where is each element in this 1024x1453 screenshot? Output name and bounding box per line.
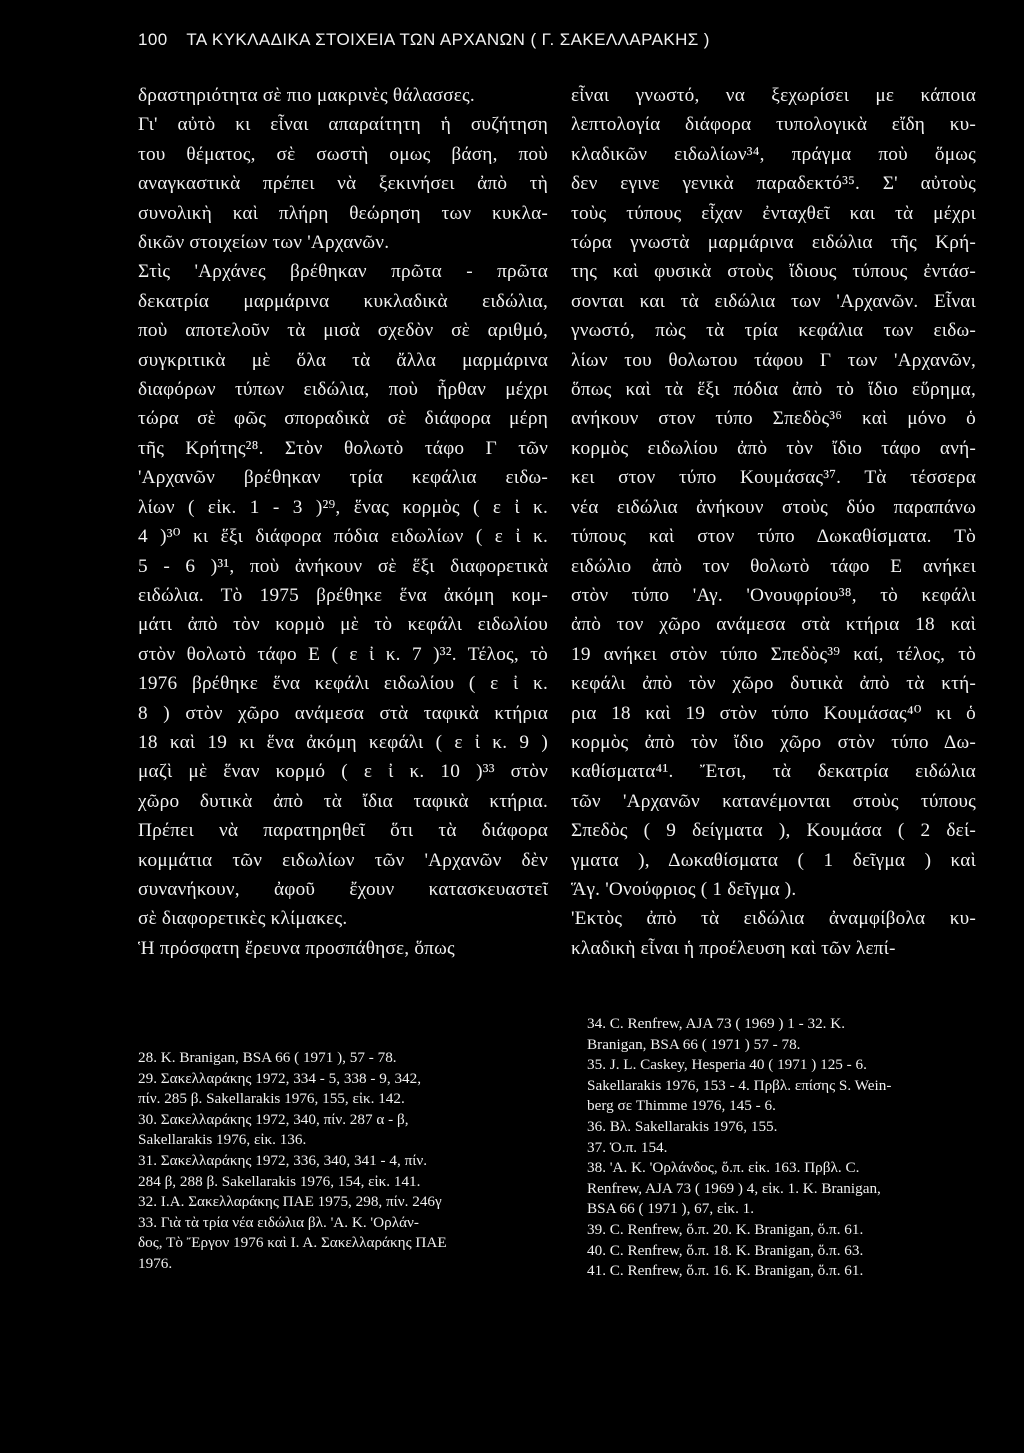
footnote-line: berg σε Thimme 1976, 145 - 6. — [587, 1097, 776, 1115]
footnote-line: 38. 'Α. Κ. 'Ορλάνδος, ὅ.π. εἰκ. 163. Πρβλ. C. — [587, 1159, 860, 1177]
footnote-line: Renfrew, AJA 73 ( 1969 ) 4, εἰκ. 1. K. Branigan, — [587, 1179, 881, 1197]
text-line: 'Εκτὸς ἀπὸ τὰ ειδώλια ἀναμφίβολα κυ- — [571, 908, 976, 930]
text-line: 19 ανήκει στὸν τύπο Σπεδὸς³⁹ καί, τέλος, τὸ — [571, 643, 976, 665]
text-line: εἶναι γνωστό, να ξεχωρίσει με κάποια — [571, 85, 976, 106]
text-line: κλαδικῶν ειδωλίων³⁴, πράγμα ποὺ ὅμως — [571, 143, 976, 165]
text-line: 4 )³⁰ κι ἕξι διάφορα πόδια ειδωλίων ( ε ἰ κ. — [138, 526, 548, 548]
text-line: 18 καὶ 19 κι ἕνα ἀκόμη κεφάλι ( ε ἰ κ. 9 ) — [138, 731, 548, 753]
footnote-line: 29. Σακελλαράκης 1972, 334 - 5, 338 - 9, 342, — [138, 1069, 422, 1087]
text-line: τοὺς τύπους εἶχαν ἐνταχθεῖ και τὰ μέχρι — [571, 202, 976, 224]
text-line: λίων του θολωτου τάφου Γ των 'Αρχανῶν, — [571, 349, 976, 371]
text-line: Γι' αὐτὸ κι εἶναι απαραίτητη ἡ συζήτηση — [138, 114, 548, 136]
text-line: χῶρο δυτικὰ ἀπὸ τὰ ἴδια ταφικὰ κτήρια. — [138, 790, 548, 812]
footnote-line: 37. Ὁ.π. 154. — [587, 1138, 668, 1156]
text-line: δεν εγινε γενικὰ παραδεκτό³⁵. Σ' αὐτοὺς — [571, 173, 976, 195]
text-line: κομμάτια τῶν ειδωλίων τῶν 'Αρχανῶν δὲν — [138, 849, 548, 871]
text-line: ἀπὸ τον χῶρο ανάμεσα στὰ κτήρια 18 καὶ — [571, 614, 976, 636]
footnote-line: 28. K. Branigan, BSA 66 ( 1971 ), 57 - 78. — [138, 1049, 397, 1066]
text-line: τῶν 'Αρχανῶν κατανέμονται στοὺς τύπους — [571, 790, 976, 812]
footnotes-left — [138, 1048, 558, 1275]
footnote-line: 39. C. Renfrew, ὅ.π. 20. K. Branigan, ὅ.π. 61. — [587, 1220, 864, 1238]
text-line: γματα ), Δωκαθίσματα ( 1 δεῖγμα ) καὶ — [571, 849, 976, 871]
text-line: σὲ διαφορετικὲς κλίμακες. — [138, 908, 348, 930]
text-line: αναγκαστικὰ πρέπει νὰ ξεκινήσει ἀπὸ τὴ — [138, 173, 548, 195]
text-line: του θέματος, σὲ σωστὴ ομως βάση, ποὺ — [138, 143, 548, 165]
footnote-line: πίν. 285 β. Sakellarakis 1976, 155, εἰκ. 142. — [138, 1090, 405, 1108]
text-line: 8 ) στὸν χῶρο ανάμεσα στὰ ταφικὰ κτήρια — [138, 702, 548, 724]
text-line: κορμὸς ειδωλίου ἀπὸ τὸν ἴδιο τάφο ανή- — [571, 437, 976, 459]
text-line: κει στον τύπο Κουμάσας³⁷. Τὰ τέσσερα — [571, 467, 976, 489]
text-line: 5 - 6 )³¹, ποὺ ἀνήκουν σὲ ἕξι διαφορετικὰ — [138, 555, 548, 577]
text-line: της καὶ φυσικὰ στοὺς ἴδιους τύπους ἐντάσ- — [571, 261, 976, 283]
running-title: ΤΑ ΚΥΚΛΑΔΙΚΑ ΣΤΟΙΧΕΙΑ ΤΩΝ ΑΡΧΑΝΩΝ ( Γ. ΣΑΚΕΛΛΑΡΑΚΗΣ ) — [186, 30, 710, 49]
left-text-column — [138, 81, 548, 963]
text-line: κορμὸς ἀπὸ τὸν ἴδιο χῶρο στὸν τύπο Δω- — [571, 731, 976, 753]
footnote-line: 41. C. Renfrew, ὅ.π. 16. K. Branigan, ὅ.π. 61. — [587, 1262, 864, 1280]
footnote-line: δος, Τὸ Ἔργον 1976 καὶ I. A. Σακελλαράκης ΠΑΕ — [138, 1234, 447, 1252]
text-line: ειδώλια. Τὸ 1975 βρέθηκε ἕνα ἀκόμη κομ- — [138, 584, 548, 606]
page-number: 100 — [138, 30, 168, 49]
text-line: λεπτολογία διάφορα τυπολογικὰ εἴδη κυ- — [571, 114, 976, 136]
text-line: Πρέπει νὰ παρατηρηθεῖ ὅτι τὰ διάφορα — [138, 820, 548, 842]
text-line: καθίσματα⁴¹. Ἔτσι, τὰ δεκατρία ειδώλια — [571, 761, 976, 783]
text-line: στὸν θολωτὸ τάφο Ε ( ε ἰ κ. 7 )³². Τέλος, τὸ — [138, 643, 548, 665]
footnote-line: Sakellarakis 1976, εἰκ. 136. — [138, 1131, 307, 1149]
text-line: γνωστό, πὼς τὰ τρία κεφάλια των ειδω- — [571, 320, 976, 342]
text-line: κεφάλι ἀπὸ τὸν χῶρο δυτικὰ ἀπὸ τὰ κτή- — [571, 673, 976, 695]
right-text-column — [571, 81, 976, 963]
text-line: συνολικὴ καὶ πλήρη θεώρηση των κυκλα- — [138, 202, 548, 224]
text-line: τώρα σὲ φῶς σποραδικὰ σὲ διάφορα μέρη — [138, 408, 548, 430]
text-line: Σπεδὸς ( 9 δείγματα ), Κουμάσα ( 2 δεί- — [571, 820, 976, 842]
text-line: ὅπως καὶ τὰ ἕξι πόδια ἀπὸ τὸ ἴδιο εὕρημα, — [571, 379, 976, 401]
text-line: συνανήκουν, ἀφοῦ ἔχουν κατασκευαστεῖ — [138, 878, 548, 900]
text-line: Ἅγ. 'Ονούφριος ( 1 δεῖγμα ). — [571, 878, 797, 900]
text-line: τύπους καὶ στον τύπο Δωκαθίσματα. Τὸ — [571, 526, 976, 548]
footnote-line: BSA 66 ( 1971 ), 67, εἰκ. 1. — [587, 1200, 755, 1218]
text-line: διαφόρων τύπων ειδώλια, ποὺ ἦρθαν μέχρι — [138, 379, 548, 401]
text-line: δραστηριότητα σὲ πιο μακρινὲς θάλασσες. — [138, 85, 475, 106]
text-line: συγκριτικὰ μὲ ὅλα τὰ ἄλλα μαρμάρινα — [138, 349, 548, 371]
footnote-line: 40. C. Renfrew, ὅ.π. 18. K. Branigan, ὅ.π. 63. — [587, 1241, 864, 1259]
text-line: κλαδικὴ εἶναι ἡ προέλευση καὶ τῶν λεπί- — [571, 937, 896, 959]
text-line: τῆς Κρήτης²⁸. Στὸν θολωτὸ τάφο Γ τῶν — [138, 437, 548, 459]
footnote-line: Sakellarakis 1976, 153 - 4. Πρβλ. επίσης S. Wein- — [587, 1076, 892, 1094]
running-header — [138, 30, 978, 50]
footnote-line: 36. Βλ. Sakellarakis 1976, 155. — [587, 1117, 778, 1135]
text-line: λίων ( εἰκ. 1 - 3 )²⁹, ἕνας κορμὸς ( ε ἰ κ. — [138, 496, 548, 518]
text-line: Ἡ πρόσφατη ἔρευνα προσπάθησε, ὅπως — [138, 937, 455, 959]
text-line: μαζὶ μὲ ἕναν κορμό ( ε ἰ κ. 10 )³³ στὸν — [138, 761, 548, 783]
footnote-line: 34. C. Renfrew, AJA 73 ( 1969 ) 1 - 32. K. — [587, 1015, 846, 1032]
text-line: ρια 18 καὶ 19 στὸν τύπο Κουμάσας⁴⁰ κι ὁ — [571, 702, 976, 724]
footnotes-right — [587, 1014, 987, 1282]
text-line: νέα ειδώλια ἀνήκουν στοὺς δύο παραπάνω — [571, 496, 976, 518]
footnote-line: 284 β, 288 β. Sakellarakis 1976, 154, εἰκ. 141. — [138, 1172, 421, 1190]
text-line: 'Αρχανῶν βρέθηκαν τρία κεφάλια ειδω- — [138, 467, 548, 489]
text-line: μάτι ἀπὸ τὸν κορμὸ μὲ τὸ κεφάλι ειδωλίου — [138, 614, 548, 636]
text-line: σονται και τὰ ειδώλια των 'Αρχανῶν. Εἶναι — [571, 290, 976, 312]
footnote-line: Branigan, BSA 66 ( 1971 ) 57 - 78. — [587, 1035, 801, 1053]
text-line: Στὶς 'Αρχάνες βρέθηκαν πρῶτα - πρῶτα — [138, 261, 548, 283]
footnote-line: 35. J. L. Caskey, Hesperia 40 ( 1971 ) 125 - 6. — [587, 1056, 867, 1074]
footnote-line: 31. Σακελλαράκης 1972, 336, 340, 341 - 4, πίν. — [138, 1151, 427, 1169]
text-line: τώρα γνωστὰ μαρμάρινα ειδώλια τῆς Κρή- — [571, 232, 976, 254]
footnote-line: 1976. — [138, 1254, 173, 1272]
text-line: ανήκουν στον τύπο Σπεδὸς³⁶ καὶ μόνο ὁ — [571, 408, 976, 430]
footnote-line: 33. Γιὰ τὰ τρία νέα ειδώλια βλ. 'Α. Κ. 'Ορλάν- — [138, 1213, 419, 1231]
text-line: δεκατρία μαρμάρινα κυκλαδικὰ ειδώλια, — [138, 290, 548, 312]
text-line: ειδώλιο ἀπὸ τον θολωτὸ τάφο Ε ανήκει — [571, 555, 976, 577]
text-line: 1976 βρέθηκε ἕνα κεφάλι ειδωλίου ( ε ἰ κ. — [138, 673, 548, 695]
text-line: ποὺ αποτελοῦν τὰ μισὰ σχεδὸν σὲ αριθμό, — [138, 320, 548, 342]
text-line: δικῶν στοιχείων των 'Αρχανῶν. — [138, 232, 390, 254]
footnote-line: 32. I.A. Σακελλαράκης ΠΑΕ 1975, 298, πίν. 246γ — [138, 1193, 442, 1211]
text-line: στὸν τύπο 'Αγ. 'Ονουφρίου³⁸, τὸ κεφάλι — [571, 584, 976, 606]
footnote-line: 30. Σακελλαράκης 1972, 340, πίν. 287 α - β, — [138, 1110, 409, 1128]
